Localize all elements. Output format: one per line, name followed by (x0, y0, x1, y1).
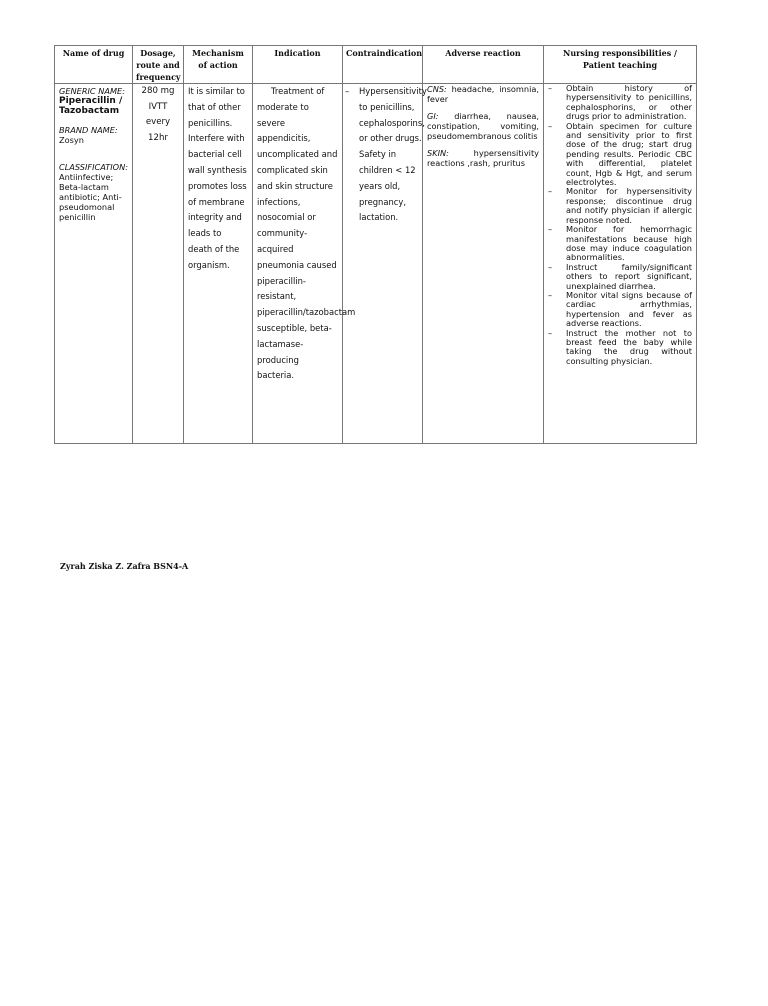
nursing-item-text: Instruct the mother not to breast feed the baby while taking the drug without consulting physician. (566, 327, 692, 366)
nursing-item (548, 329, 692, 367)
classification-block (59, 162, 128, 222)
drug-row (55, 84, 697, 444)
classification-label: CLASSIFICATION: (59, 162, 128, 172)
nursing-item (548, 263, 692, 291)
header-row (55, 46, 697, 84)
dash-bullet: – (548, 327, 553, 338)
adverse-skin-label: SKIN: (427, 148, 449, 158)
nursing-item-text: Instruct family/significant others to report significant, unexplained diarrhea. (566, 261, 692, 291)
dash-bullet: – (548, 83, 553, 93)
header-indication: Indication (253, 46, 343, 84)
dash-bullet: – (548, 224, 553, 235)
dash-bullet: – (548, 186, 553, 197)
mechanism-text: It is similar to that of other penicillins. Interfere with bacterial cell wall synthesis promotes loss of membrane integrity and leads to death of the organism. (188, 86, 247, 270)
nursing-item (548, 84, 692, 122)
adverse-cns-text: headache, insomnia, fever (427, 84, 539, 104)
adverse-skin-text: hypersensitivity reactions ,rash, pruritus (427, 148, 539, 168)
drug-study-table (54, 45, 697, 444)
header-mechanism: Mechanism of action (184, 46, 253, 84)
nursing-item (548, 187, 692, 225)
header-dosage: Dosage, route and frequency (133, 46, 184, 84)
adverse-gi-label: GI: (427, 111, 439, 121)
indication-cell (253, 84, 356, 444)
brand-name-block (59, 125, 128, 145)
mechanism-cell (184, 84, 253, 444)
header-adverse-reaction: Adverse reaction (423, 46, 544, 84)
adverse-reaction-cell (423, 84, 544, 444)
dash-bullet: – (548, 289, 553, 300)
nursing-item-text: Obtain specimen for culture and sensitivity prior to first dose of the drug; start drug pending results. Periodic CBC with differential, platelet count, Hgb & Hgt, and serum electrolytes. (566, 120, 692, 188)
header-contraindication: Contraindication (343, 46, 423, 84)
contraindication-item (345, 84, 427, 226)
nursing-item-text: Monitor for hypersensitivity response; discontinue drug and notify physician if allergic response noted. (566, 186, 692, 225)
nursing-item (548, 225, 692, 263)
contraindication-text: Hypersensitivity to penicillins, cephalosporins, or other drugs. Safety in children < 12 years old, pregnancy, lactation. (359, 86, 427, 223)
nursing-item-text: Monitor for hemorrhagic manifestations because high dose may induce coagulation abnormalities. (566, 224, 692, 263)
adverse-skin (427, 148, 539, 168)
adverse-cns (427, 84, 539, 104)
brand-name: Zosyn (59, 135, 84, 145)
nursing-item-text: Obtain history of hypersensitivity to penicillins, cephalosphorins, or other drugs prior to administration. (566, 83, 692, 122)
classification-text: Antiinfective; Beta-lactam antibiotic; Anti-pseudomonal penicillin (59, 172, 122, 222)
brand-name-label: BRAND NAME: (59, 125, 118, 135)
contraindication-cell (343, 84, 427, 444)
nursing-cell (544, 84, 697, 444)
dosage-text: 280 mg IVTT every 12hr (141, 86, 175, 143)
adverse-gi (427, 111, 539, 141)
dash-bullet: – (548, 120, 553, 131)
generic-name-label: GENERIC NAME: (59, 86, 125, 96)
nursing-item-text: Monitor vital signs because of cardiac arrhythmias, hypertension and fever as adverse reactions. (566, 289, 692, 329)
header-nursing-responsibilities: Nursing responsibilities / Patient teaching (544, 46, 697, 84)
generic-name-block (59, 86, 128, 116)
nursing-item (548, 291, 692, 329)
generic-name: Piperacillin / Tazobactam (59, 96, 123, 116)
adverse-gi-text: diarrhea, nausea, constipation, vomiting, pseudomembranous colitis (427, 111, 539, 141)
nursing-item (548, 122, 692, 188)
dash-bullet: – (345, 86, 350, 96)
adverse-cns-label: CNS: (427, 84, 447, 94)
dash-bullet: – (548, 261, 553, 272)
header-name-of-drug: Name of drug (55, 46, 133, 84)
dosage-cell (133, 84, 184, 444)
drug-name-cell (55, 84, 133, 444)
indication-text: Treatment of moderate to severe appendicitis, uncomplicated and complicated skin and skin structure infections, nosocomial or community-acquired pneumonia caused piperacillin-resistant, piperacillin/tazobactam susceptible, beta-lactamase-producing bacteria. (257, 86, 356, 381)
author-name: Zyrah Ziska Z. Zafra BSN4-A (60, 561, 189, 571)
